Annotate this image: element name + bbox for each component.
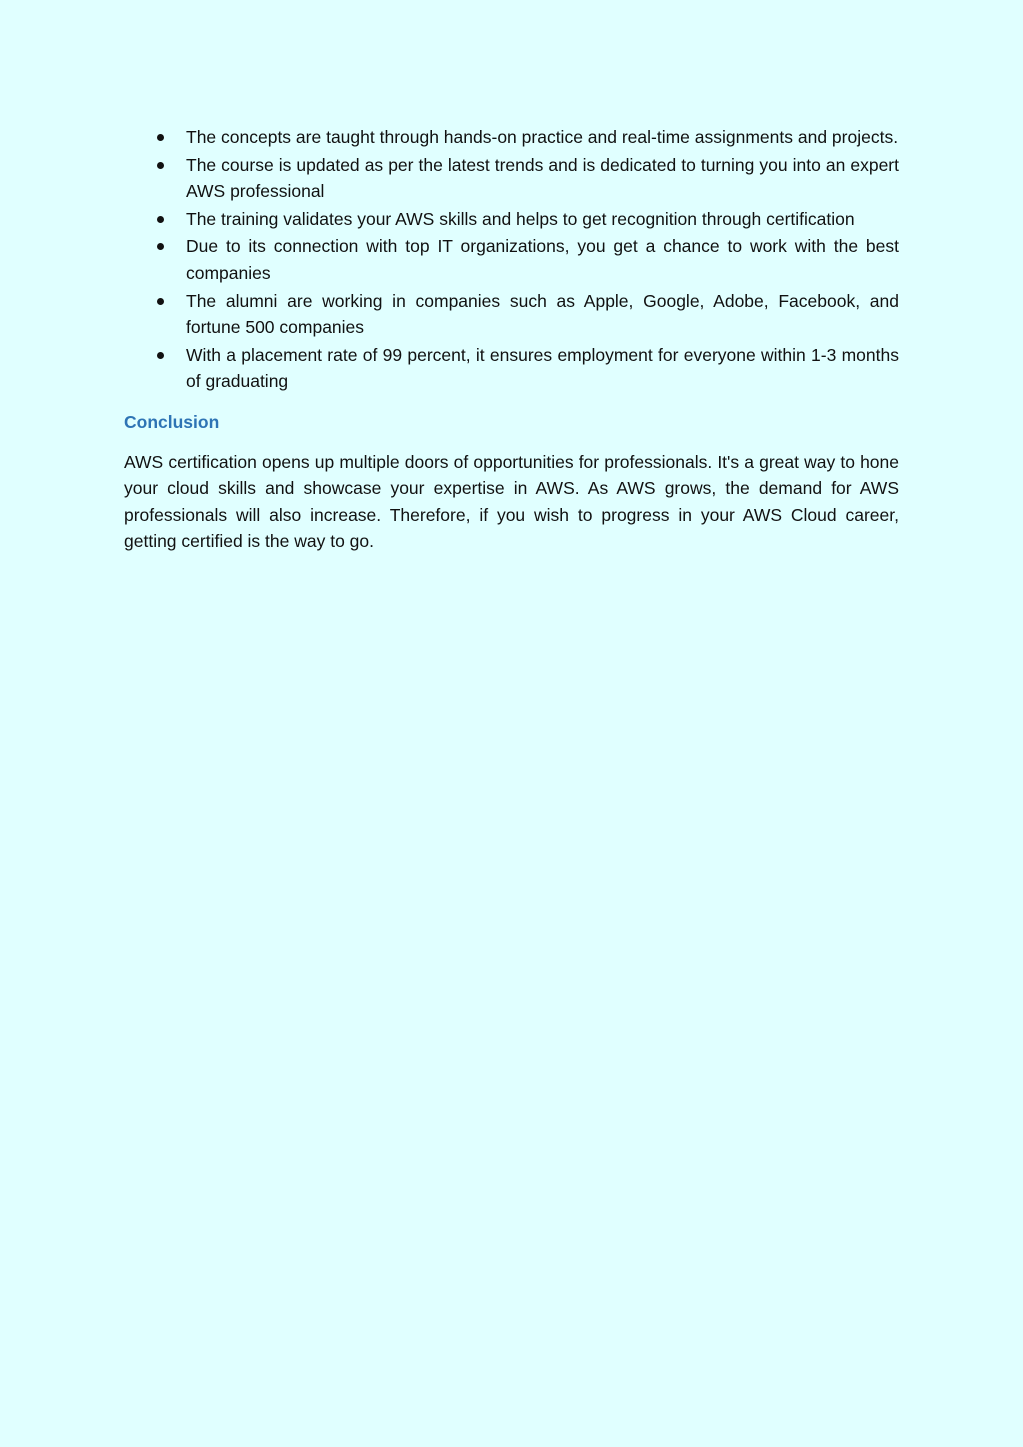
- list-item: [124, 342, 899, 395]
- list-item: [124, 152, 899, 205]
- conclusion-paragraph: AWS certification opens up multiple doors of opportunities for professionals. It's a great way to hone your cloud skills and showcase your expertise in AWS. As AWS grows, the demand for AWS professionals will also increase. Therefore, if you wish to progress in your AWS Cloud career, getting certified is the way to go.: [124, 451, 899, 551]
- list-item-text: The alumni are working in companies such as Apple, Google, Adobe, Facebook, and fortune 500 companies: [186, 290, 899, 338]
- list-item: [124, 124, 899, 151]
- bullet-icon: [157, 243, 164, 250]
- list-item: [124, 288, 899, 341]
- list-item-text: The concepts are taught through hands-on practice and real-time assignments and projects.: [186, 127, 899, 147]
- bullet-icon: [157, 352, 164, 359]
- list-item: [124, 206, 899, 233]
- bullet-icon: [157, 162, 164, 169]
- bullet-icon: [157, 298, 164, 305]
- list-item-text: Due to its connection with top IT organizations, you get a chance to work with the best companies: [186, 236, 899, 283]
- bullet-icon: [157, 216, 164, 223]
- list-item-text: The course is updated as per the latest trends and is dedicated to turning you into an expert AWS professional: [186, 154, 899, 202]
- list-item-text: The training validates your AWS skills and helps to get recognition through certification: [186, 208, 855, 229]
- list-item: [124, 233, 899, 286]
- list-item-text: With a placement rate of 99 percent, it ensures employment for everyone within 1-3 months of graduating: [186, 344, 899, 392]
- conclusion-heading: Conclusion: [124, 411, 220, 432]
- bullet-icon: [157, 134, 164, 141]
- benefits-list: [124, 124, 899, 395]
- page-content: [124, 124, 899, 554]
